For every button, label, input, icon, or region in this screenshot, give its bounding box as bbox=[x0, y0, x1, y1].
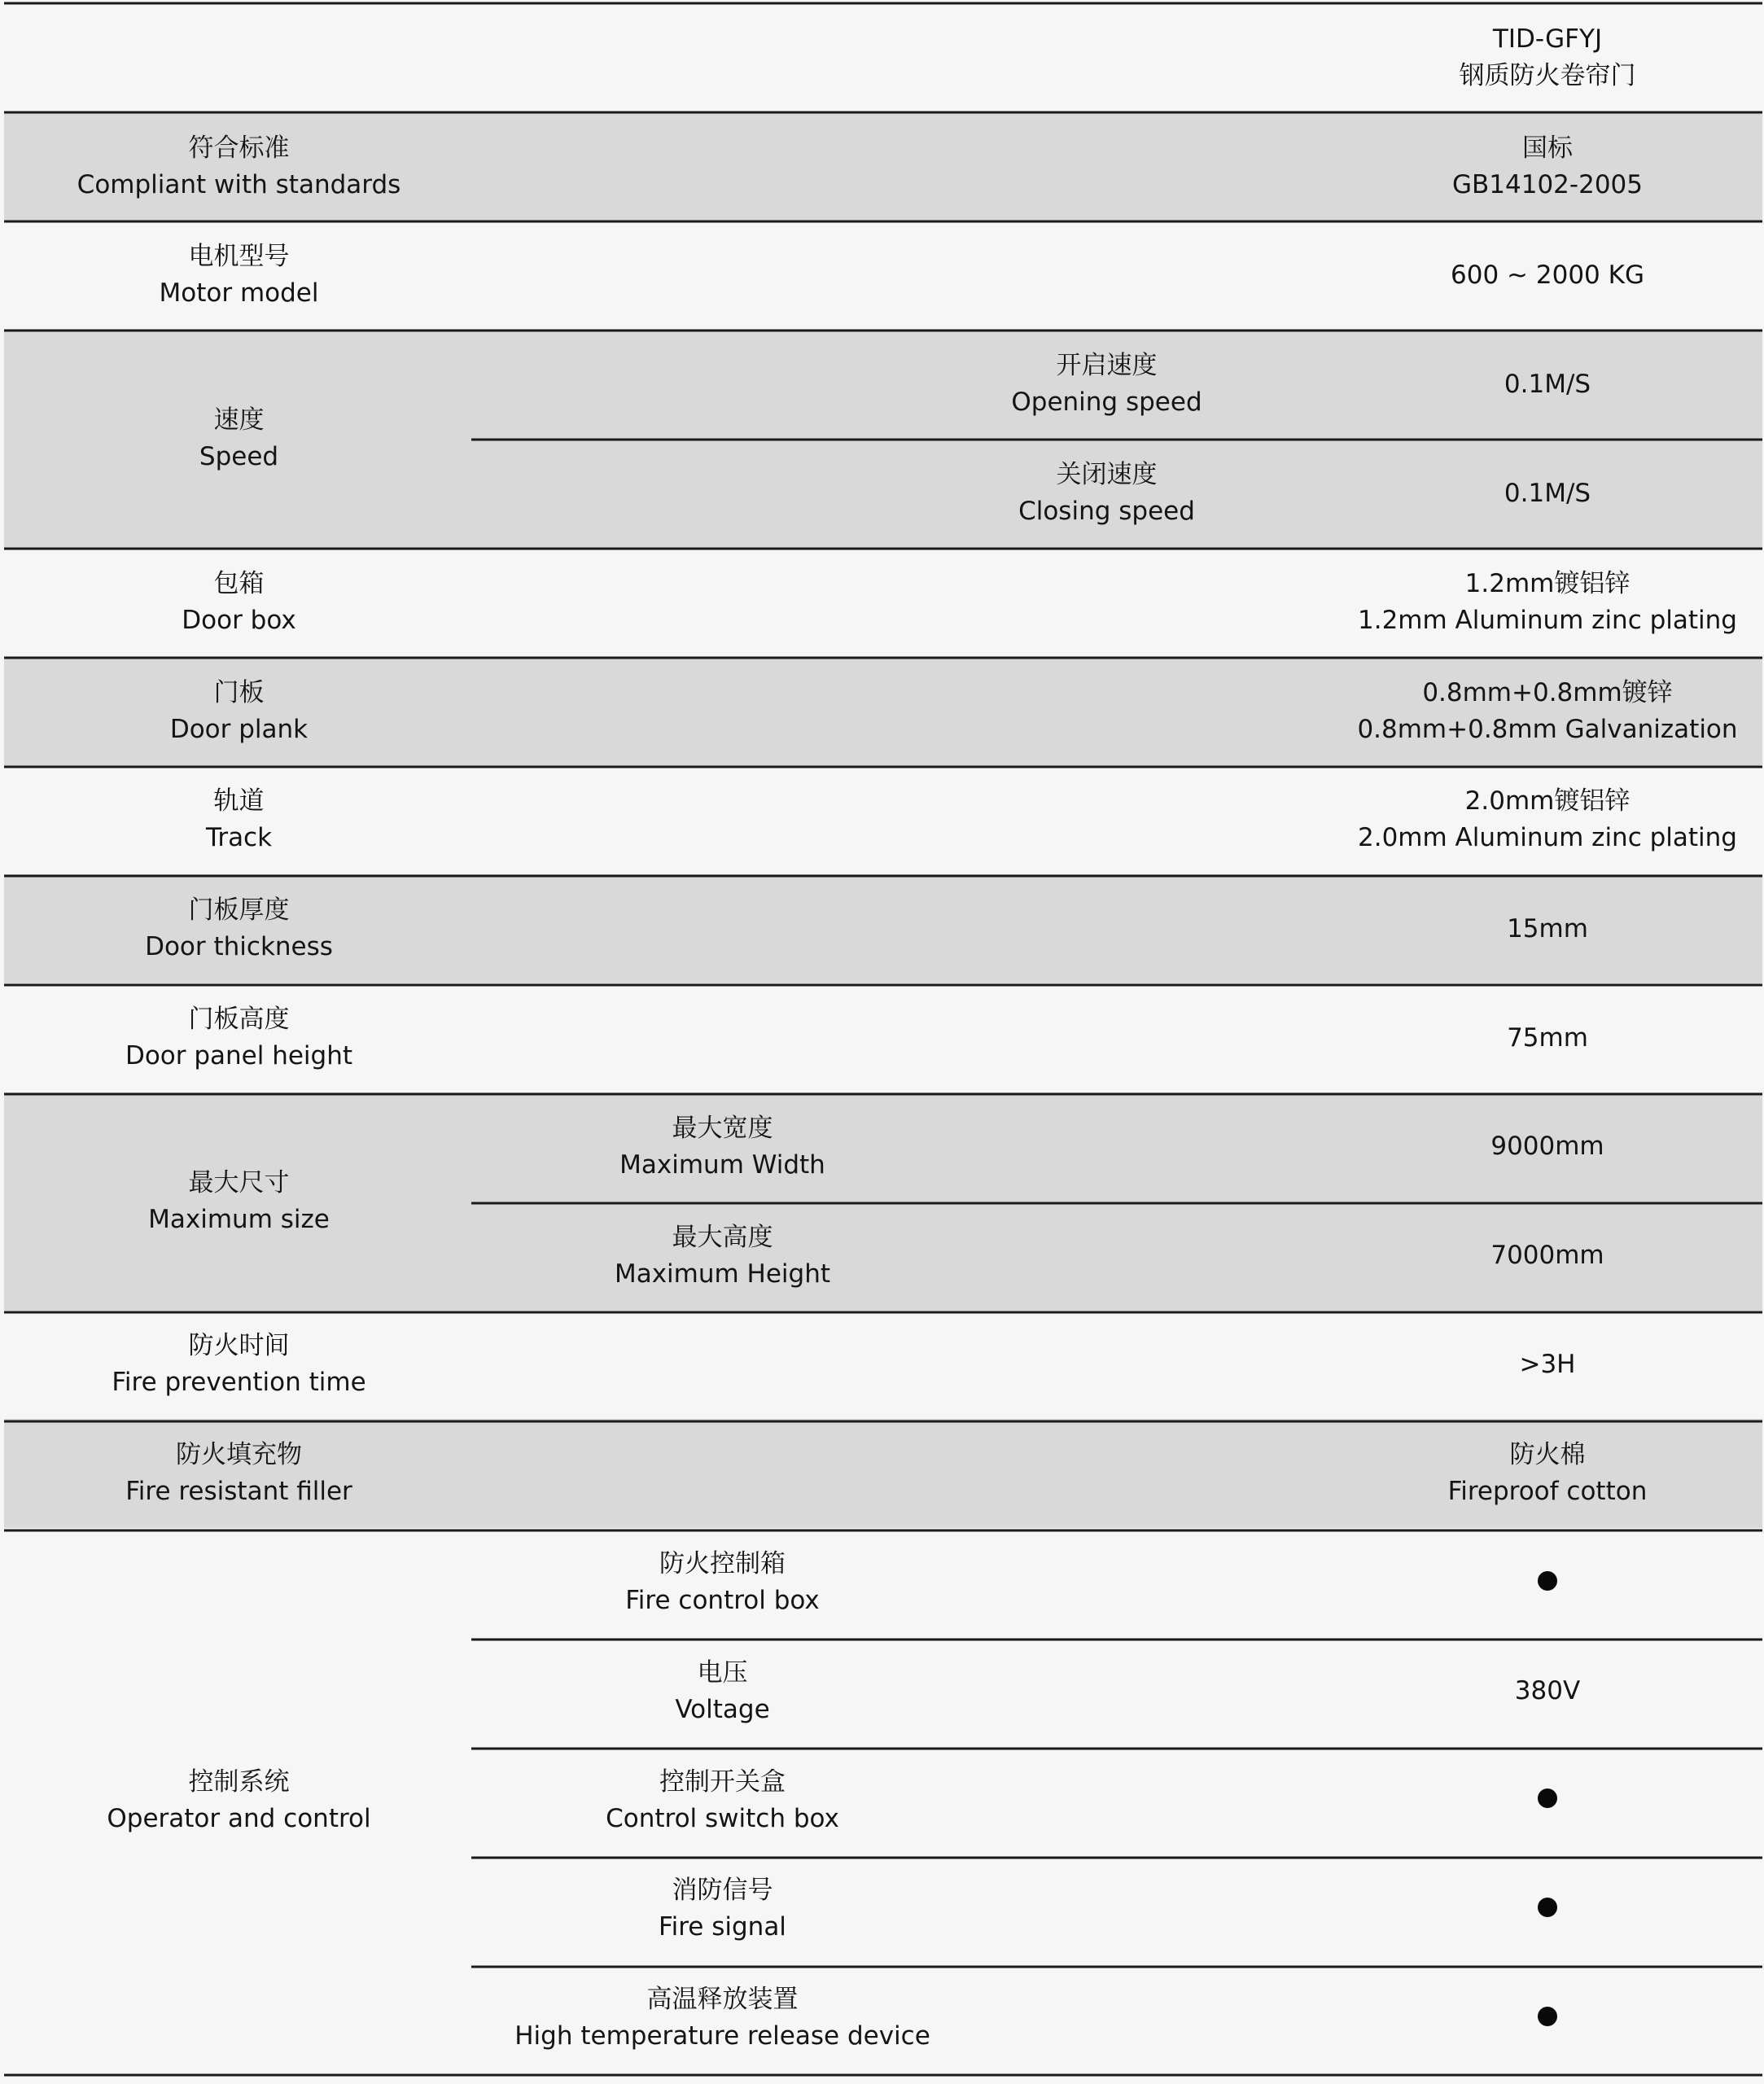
table-row-track bbox=[4, 766, 1762, 875]
sub-label-en: High temperature release device bbox=[514, 2021, 930, 2051]
label-en: Motor model bbox=[159, 278, 319, 309]
sub-label bbox=[474, 1528, 1333, 1637]
value: 380V bbox=[1514, 1676, 1581, 1706]
label-zh: 防火填充物 bbox=[176, 1440, 302, 1470]
label-en: Operator and control bbox=[107, 1803, 371, 1833]
label-en: Door panel height bbox=[125, 1041, 353, 1071]
label-en: Track bbox=[205, 823, 273, 853]
row-label bbox=[4, 548, 474, 657]
sub-label-en: Maximum Height bbox=[614, 1259, 831, 1289]
table-row-fire-time bbox=[4, 1311, 1762, 1420]
sub-label bbox=[474, 330, 1333, 439]
included-dot-icon bbox=[1538, 1898, 1557, 1917]
label-zh: 包箱 bbox=[213, 568, 265, 598]
table-row-door-box bbox=[4, 548, 1762, 657]
sub-label bbox=[474, 1092, 1333, 1202]
row-label bbox=[4, 1528, 474, 2073]
label-zh: 控制系统 bbox=[188, 1767, 290, 1797]
label-en: Fire resistant filler bbox=[125, 1477, 352, 1507]
label-en: Door plank bbox=[169, 714, 309, 744]
table-row-standards bbox=[4, 112, 1762, 221]
value-en: 1.2mm Aluminum zinc plating bbox=[1358, 605, 1737, 635]
sub-label bbox=[474, 1964, 1333, 2073]
sub-label-en: Fire signal bbox=[659, 1912, 786, 1942]
sub-label-zh: 关闭速度 bbox=[1056, 460, 1158, 490]
header-product-cell bbox=[1333, 3, 1762, 112]
value: 9000mm bbox=[1490, 1132, 1604, 1162]
label-zh: 速度 bbox=[213, 405, 265, 436]
row-label bbox=[4, 1092, 474, 1311]
sub-label-zh: 高温释放装置 bbox=[646, 1985, 799, 2015]
label-zh: 门板高度 bbox=[188, 1005, 290, 1035]
value-en: GB14102-2005 bbox=[1452, 169, 1643, 199]
value: >3H bbox=[1519, 1349, 1576, 1379]
sub-label-en: Control switch box bbox=[606, 1803, 839, 1833]
value: 600 ~ 2000 KG bbox=[1451, 260, 1644, 290]
label-en: Door box bbox=[182, 605, 296, 635]
value-zh: 国标 bbox=[1522, 133, 1573, 163]
row-value bbox=[1333, 1855, 1762, 1964]
row-label bbox=[4, 1419, 474, 1528]
header-row bbox=[4, 3, 1762, 112]
label-zh: 最大尺寸 bbox=[188, 1167, 290, 1197]
table-row-speed-opening bbox=[4, 330, 1762, 439]
value-zh: 0.8mm+0.8mm镀锌 bbox=[1422, 677, 1673, 707]
spec-table bbox=[4, 3, 1762, 2073]
sub-label bbox=[474, 439, 1333, 548]
row-label bbox=[4, 874, 474, 983]
product-name: 钢质防火卷帘门 bbox=[1459, 60, 1636, 90]
table-row-filler bbox=[4, 1419, 1762, 1528]
sub-label-zh: 控制开关盒 bbox=[659, 1767, 786, 1797]
value-en: 2.0mm Aluminum zinc plating bbox=[1358, 823, 1737, 853]
sub-label-zh: 最大宽度 bbox=[672, 1113, 773, 1143]
row-label bbox=[4, 221, 474, 331]
table-row-panel-height bbox=[4, 983, 1762, 1092]
table-row-motor bbox=[4, 221, 1762, 331]
value-zh: 1.2mm镀铝锌 bbox=[1464, 568, 1630, 598]
label-zh: 电机型号 bbox=[188, 242, 290, 272]
model-code: TID-GFYJ bbox=[1492, 24, 1603, 54]
row-value bbox=[1333, 1202, 1762, 1311]
row-value bbox=[1333, 112, 1762, 221]
row-value bbox=[1333, 330, 1762, 439]
row-label bbox=[4, 112, 474, 221]
sub-label bbox=[474, 1855, 1333, 1964]
table-row-fire-control-box bbox=[4, 1528, 1762, 1637]
row-value bbox=[1333, 1311, 1762, 1420]
row-value bbox=[1333, 1092, 1762, 1202]
row-value bbox=[1333, 983, 1762, 1092]
header-empty-cell bbox=[474, 3, 1333, 112]
row-value bbox=[1333, 221, 1762, 331]
sub-label-zh: 电压 bbox=[697, 1657, 748, 1688]
value: 7000mm bbox=[1490, 1241, 1604, 1271]
row-value bbox=[1333, 1528, 1762, 1637]
row-value bbox=[1333, 548, 1762, 657]
value-zh: 防火棉 bbox=[1509, 1440, 1586, 1470]
label-zh: 轨道 bbox=[213, 786, 265, 817]
table-row-thickness bbox=[4, 874, 1762, 983]
sub-label-zh: 最大高度 bbox=[672, 1222, 773, 1252]
sub-label-en: Fire control box bbox=[625, 1586, 820, 1616]
label-en: Speed bbox=[199, 442, 279, 472]
header-empty-cell bbox=[4, 3, 474, 112]
value-en: 0.8mm+0.8mm Galvanization bbox=[1357, 714, 1738, 744]
sub-label-zh: 开启速度 bbox=[1056, 351, 1158, 381]
sub-label-en: Maximum Width bbox=[619, 1149, 825, 1180]
label-zh: 门板厚度 bbox=[188, 895, 290, 926]
sub-label-en: Voltage bbox=[675, 1694, 770, 1724]
label-zh: 符合标准 bbox=[188, 133, 290, 163]
row-value bbox=[1333, 439, 1762, 548]
label-zh: 防火时间 bbox=[188, 1331, 290, 1361]
label-en: Compliant with standards bbox=[77, 169, 401, 199]
row-value bbox=[1333, 766, 1762, 875]
sub-label bbox=[474, 1202, 1333, 1311]
value-en: Fireproof cotton bbox=[1447, 1477, 1648, 1507]
row-value bbox=[1333, 1419, 1762, 1528]
row-label bbox=[4, 983, 474, 1092]
included-dot-icon bbox=[1538, 1788, 1557, 1808]
label-en: Fire prevention time bbox=[112, 1368, 366, 1398]
included-dot-icon bbox=[1538, 1571, 1557, 1591]
value: 0.1M/S bbox=[1504, 369, 1591, 399]
label-zh: 门板 bbox=[213, 677, 265, 707]
value: 75mm bbox=[1507, 1022, 1588, 1053]
table-row-door-plank bbox=[4, 657, 1762, 766]
row-value bbox=[1333, 657, 1762, 766]
sub-label-zh: 防火控制箱 bbox=[659, 1549, 786, 1579]
value-zh: 2.0mm镀铝锌 bbox=[1464, 786, 1630, 817]
row-value bbox=[1333, 1637, 1762, 1746]
included-dot-icon bbox=[1538, 2007, 1557, 2026]
row-label bbox=[4, 657, 474, 766]
row-value bbox=[1333, 874, 1762, 983]
row-value bbox=[1333, 1746, 1762, 1855]
row-value bbox=[1333, 1964, 1762, 2073]
label-en: Door thickness bbox=[145, 932, 333, 962]
row-label bbox=[4, 330, 474, 548]
row-label bbox=[4, 1311, 474, 1420]
sub-label-zh: 消防信号 bbox=[672, 1876, 773, 1906]
value: 0.1M/S bbox=[1504, 478, 1591, 508]
table-row-max-width bbox=[4, 1092, 1762, 1202]
sub-label-en: Opening speed bbox=[1011, 387, 1202, 418]
label-en: Maximum size bbox=[148, 1204, 330, 1234]
row-label bbox=[4, 766, 474, 875]
sub-label-en: Closing speed bbox=[1018, 497, 1195, 527]
sub-label bbox=[474, 1746, 1333, 1855]
value: 15mm bbox=[1507, 913, 1588, 943]
sub-label bbox=[474, 1637, 1333, 1746]
